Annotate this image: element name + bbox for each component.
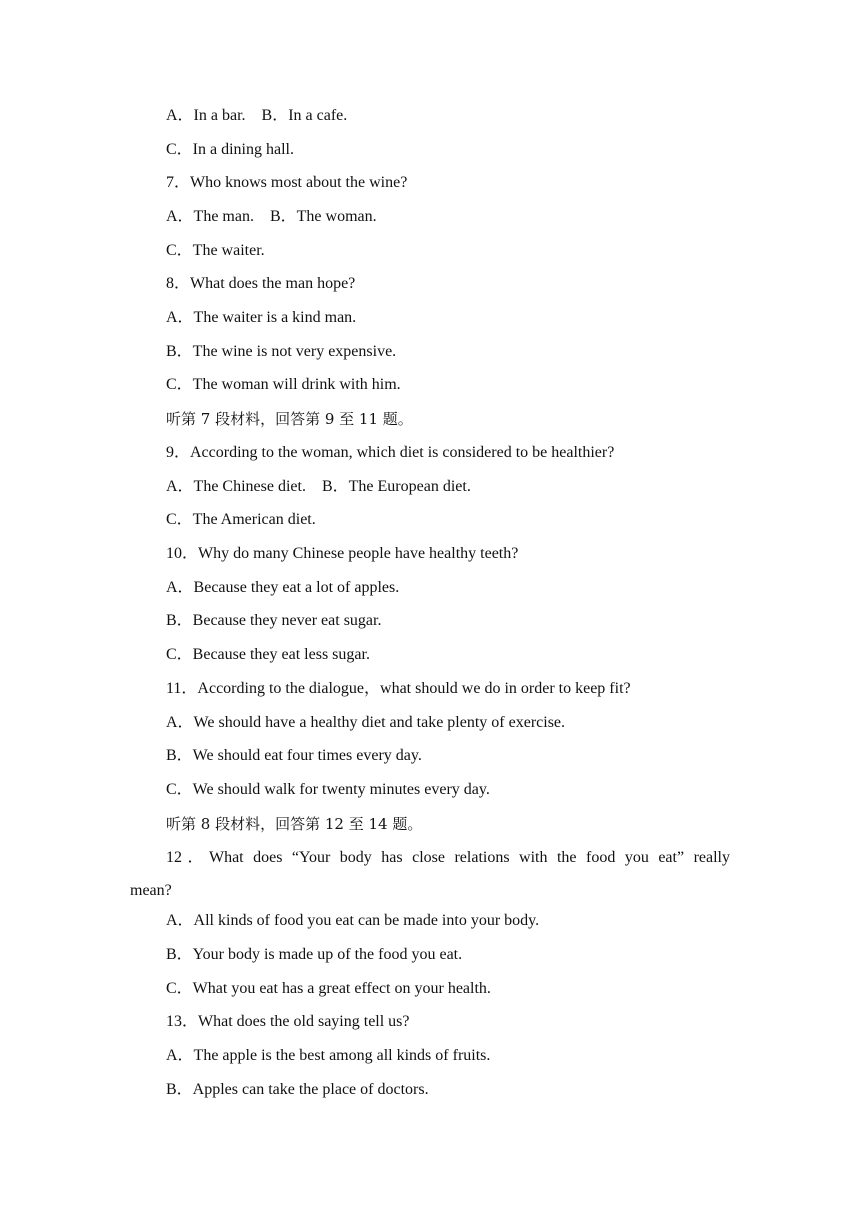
q10-option-b: B．Because they never eat sugar. bbox=[166, 612, 382, 629]
q11-option-c: C．We should walk for twenty minutes every day. bbox=[166, 781, 490, 798]
q6-option-c: C．In a dining hall. bbox=[166, 141, 294, 158]
q9-options-a-b: A．The Chinese diet. B．The European diet. bbox=[166, 478, 471, 495]
q8-option-c: C．The woman will drink with him. bbox=[166, 376, 401, 393]
q7-question: 7．Who knows most about the wine? bbox=[166, 174, 408, 191]
q8-option-b: B．The wine is not very expensive. bbox=[166, 343, 397, 360]
q13-question: 13．What does the old saying tell us? bbox=[166, 1013, 410, 1030]
q6-options-a-b: A．In a bar. B．In a cafe. bbox=[166, 107, 348, 124]
q8-option-a: A．The waiter is a kind man. bbox=[166, 309, 357, 326]
section-7-instruction: 听第 7 段材料，回答第 9 至 11 题。 bbox=[166, 410, 413, 428]
q12-option-a: A．All kinds of food you eat can be made into your body. bbox=[166, 912, 540, 929]
q13-option-a: A．The apple is the best among all kinds of fruits. bbox=[166, 1047, 491, 1064]
q11-option-b: B．We should eat four times every day. bbox=[166, 747, 422, 764]
section-8-instruction: 听第 8 段材料，回答第 12 至 14 题。 bbox=[166, 815, 423, 833]
q10-question: 10．Why do many Chinese people have healthy teeth? bbox=[166, 545, 519, 562]
q7-option-c: C．The waiter. bbox=[166, 242, 265, 259]
q11-question: 11．According to the dialogue，what should we do in order to keep fit? bbox=[166, 680, 631, 697]
q12-option-c: C．What you eat has a great effect on your health. bbox=[166, 980, 491, 997]
q12-question-line2: mean? bbox=[130, 882, 172, 899]
q12-question-line1: 12．What does “Your body has close relations with the food you eat” really bbox=[166, 849, 730, 866]
q12-question bbox=[130, 848, 730, 901]
q9-question: 9．According to the woman, which diet is considered to be healthier? bbox=[166, 444, 615, 461]
q11-option-a: A．We should have a healthy diet and take plenty of exercise. bbox=[166, 714, 566, 731]
q10-option-c: C．Because they eat less sugar. bbox=[166, 646, 370, 663]
q10-option-a: A．Because they eat a lot of apples. bbox=[166, 579, 400, 596]
q12-option-b: B．Your body is made up of the food you eat. bbox=[166, 946, 463, 963]
q9-option-c: C．The American diet. bbox=[166, 511, 316, 528]
q13-option-b: B．Apples can take the place of doctors. bbox=[166, 1081, 429, 1098]
q8-question: 8．What does the man hope? bbox=[166, 275, 356, 292]
q7-options-a-b: A．The man. B．The woman. bbox=[166, 208, 377, 225]
